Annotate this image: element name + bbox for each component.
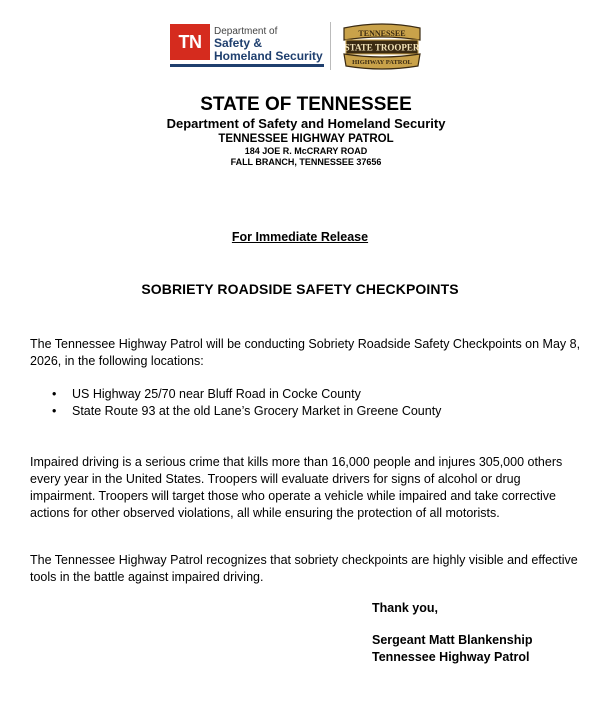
- tn-wordmark-line2: Safety &: [214, 36, 263, 50]
- location-text: US Highway 25/70 near Bluff Road in Cocke County: [72, 387, 361, 401]
- tn-logo-underline: [170, 64, 324, 67]
- signature-block: [372, 632, 532, 666]
- bullet-icon: •: [52, 404, 57, 418]
- list-item: [52, 403, 441, 420]
- highway-patrol-badge-icon: [340, 22, 424, 70]
- agency-name: TENNESSEE HIGHWAY PATROL: [218, 133, 394, 145]
- closing-paragraph: The Tennessee Highway Patrol recognizes that sobriety checkpoints are highly visible and effective tools in the battle against impaired driving.: [30, 553, 578, 584]
- bullet-icon: •: [52, 387, 57, 401]
- tn-wordmark-line1: Department of: [214, 26, 278, 37]
- intro-paragraph: The Tennessee Highway Patrol will be conducting Sobriety Roadside Safety Checkpoints on May 8, 2026, in the following locations:: [30, 337, 581, 368]
- list-item: [52, 386, 441, 403]
- headline: SOBRIETY ROADSIDE SAFETY CHECKPOINTS: [141, 281, 459, 297]
- address-line-2: FALL BRANCH, TENNESSEE 37656: [230, 157, 382, 167]
- location-text: State Route 93 at the old Lane’s Grocery Market in Greene County: [72, 404, 442, 418]
- badge-middle-text: STATE TROOPER: [344, 42, 420, 53]
- header-logos: [170, 22, 430, 74]
- address-line-1: 184 JOE R. McCRARY ROAD: [244, 146, 368, 156]
- state-title: STATE OF TENNESSEE: [200, 94, 412, 115]
- tn-logo: TN: [170, 24, 210, 60]
- tn-wordmark-line3: Homeland Security: [214, 49, 323, 63]
- badge-bottom-text: HIGHWAY PATROL: [352, 59, 412, 66]
- signer-name: Sergeant Matt Blankenship: [372, 633, 533, 647]
- letterhead: [0, 94, 600, 168]
- signer-organization: Tennessee Highway Patrol: [372, 650, 530, 664]
- impaired-driving-paragraph: Impaired driving is a serious crime that kills more than 16,000 people and injures 305,000 others every year in the United States. Troopers will evaluate drivers for signs of alcohol or drug impairment. Troopers will target those who operate a vehicle while impaired and take corrective actions for other observed violations, all while ensuring the protection of all motorists.: [30, 455, 563, 520]
- release-notice: For Immediate Release: [231, 230, 369, 244]
- checkpoint-locations-list: [52, 386, 441, 420]
- thank-you-line: Thank you,: [372, 601, 438, 615]
- tn-department-wordmark: [214, 26, 323, 63]
- badge-top-text: TENNESSEE: [358, 29, 406, 38]
- logo-divider: [330, 22, 331, 70]
- department-name: Department of Safety and Homeland Security: [166, 116, 446, 131]
